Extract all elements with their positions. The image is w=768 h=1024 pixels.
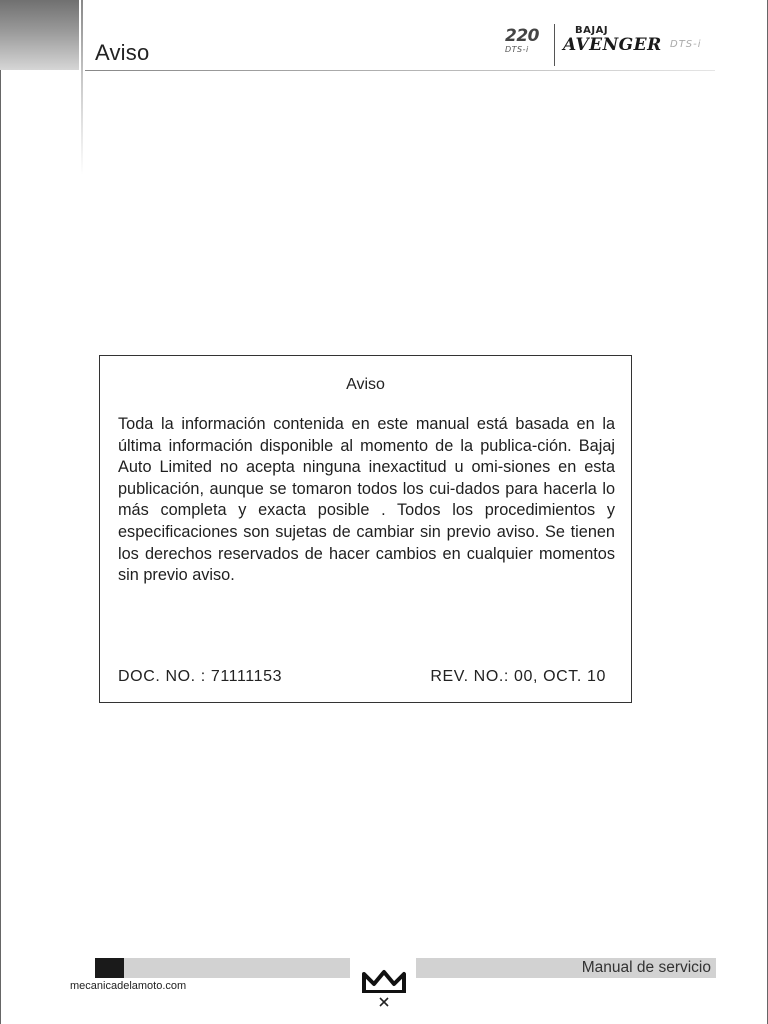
revision-number: REV. NO.: 00, OCT. 10 <box>430 668 606 685</box>
logo-sub: DTS-i <box>505 45 529 54</box>
footer-website: mecanicadelamoto.com <box>70 980 187 992</box>
footer-label: Manual de servicio <box>581 959 711 976</box>
logo-brand: BAJAJ <box>575 25 609 36</box>
logo-model: AVENGER <box>563 35 662 55</box>
brand-logo <box>505 24 720 68</box>
notice-box <box>99 355 632 703</box>
page-title: Aviso <box>95 40 150 65</box>
header-corner-block <box>0 0 79 70</box>
header-underline <box>85 70 715 71</box>
logo-number: 220 <box>505 26 539 46</box>
header-vertical-rule <box>81 0 83 175</box>
page-border-left <box>0 0 1 1024</box>
logo-divider <box>554 24 555 66</box>
site-logo-icon <box>352 962 416 1017</box>
doc-number: DOC. NO. : 71111153 <box>118 668 283 685</box>
notice-title: Aviso <box>346 376 385 393</box>
footer-black-block <box>95 958 124 978</box>
notice-body: Toda la información contenida en este manual está basada en la última información disponible al momento de la publica-ción. Bajaj Auto Limited no acepta ninguna inexactitud u omi-siones en esta publicación, aunque se tomaron todos los cui-dados para hacerla lo más completa y exacta posible . Todos los procedimientos y especificaciones son sujetas de cambiar sin previo aviso. Se tienen los derechos reservados de hacer cambios en cualquier momentos sin previo aviso. <box>118 415 615 585</box>
logo-variant: DTS-i <box>670 39 702 50</box>
